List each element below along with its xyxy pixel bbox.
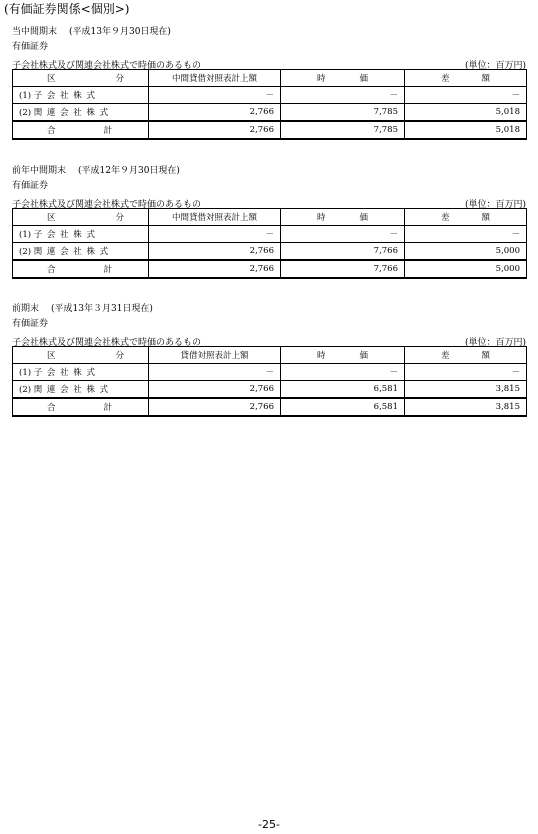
- total-difference: 3,815: [405, 398, 527, 416]
- total-row: [13, 121, 527, 139]
- header-difference: 差 額: [405, 347, 527, 364]
- book-value-cell: 2,766: [149, 381, 281, 399]
- difference-cell: 5,018: [405, 104, 527, 122]
- book-value-cell: －: [149, 364, 281, 381]
- total-fair-value: 7,766: [281, 260, 405, 278]
- table-row: [13, 87, 527, 104]
- section-subtitle: 有価証券: [12, 42, 49, 52]
- fair-value-cell: 6,581: [281, 381, 405, 399]
- header-fair-value: 時 価: [281, 70, 405, 87]
- period-heading: [12, 301, 153, 314]
- header-fair-value: 時 価: [281, 209, 405, 226]
- book-value-cell: 2,766: [149, 104, 281, 122]
- period-label: 前期末: [12, 304, 40, 314]
- book-value-cell: －: [149, 87, 281, 104]
- total-fair-value: 6,581: [281, 398, 405, 416]
- page-number: -25-: [258, 818, 280, 831]
- total-difference: 5,000: [405, 260, 527, 278]
- total-fair-value: 7,785: [281, 121, 405, 139]
- period-label: 前年中間期末: [12, 166, 67, 176]
- row-label: (1) 子会社株式: [13, 226, 149, 243]
- header-book-value: 中間貸借対照表計上額: [149, 70, 281, 87]
- book-value-cell: －: [149, 226, 281, 243]
- securities-table: [12, 346, 527, 417]
- book-value-cell: 2,766: [149, 243, 281, 261]
- table-header-row: [13, 347, 527, 364]
- period-heading: [12, 24, 171, 37]
- total-label: 合 計: [13, 398, 149, 416]
- row-label: (1) 子会社株式: [13, 364, 149, 381]
- securities-table: [12, 208, 527, 279]
- row-label: (1) 子会社株式: [13, 87, 149, 104]
- table-row: [13, 364, 527, 381]
- total-row: [13, 398, 527, 416]
- section-subtitle: 有価証券: [12, 181, 49, 191]
- table-caption: 子会社株式及び関連会社株式で時価のあるもの: [12, 338, 202, 348]
- period-heading: [12, 163, 180, 176]
- total-label: 合 計: [13, 121, 149, 139]
- header-difference: 差 額: [405, 209, 527, 226]
- document-title: (有価証券関係<個別>): [4, 2, 130, 16]
- table-row: [13, 381, 527, 399]
- securities-table: [12, 69, 527, 140]
- difference-cell: －: [405, 364, 527, 381]
- table-row: [13, 226, 527, 243]
- header-category: 区 分: [13, 209, 149, 226]
- header-fair-value: 時 価: [281, 347, 405, 364]
- total-difference: 5,018: [405, 121, 527, 139]
- fair-value-cell: －: [281, 364, 405, 381]
- difference-cell: 3,815: [405, 381, 527, 399]
- total-book-value: 2,766: [149, 260, 281, 278]
- table-row: [13, 104, 527, 122]
- fair-value-cell: 7,785: [281, 104, 405, 122]
- header-category: 区 分: [13, 70, 149, 87]
- difference-cell: 5,000: [405, 243, 527, 261]
- header-category: 区 分: [13, 347, 149, 364]
- period-date: (平成13年９月30日現在): [69, 27, 171, 37]
- difference-cell: －: [405, 226, 527, 243]
- table-row: [13, 243, 527, 261]
- row-label: (2) 関連会社株式: [13, 381, 149, 399]
- total-label: 合 計: [13, 260, 149, 278]
- unit-label: (単位：百万円): [464, 338, 526, 348]
- table-header-row: [13, 70, 527, 87]
- fair-value-cell: －: [281, 226, 405, 243]
- total-book-value: 2,766: [149, 121, 281, 139]
- unit-label: (単位：百万円): [464, 61, 526, 71]
- period-date: (平成13年３月31日現在): [51, 304, 153, 314]
- table-header-row: [13, 209, 527, 226]
- row-label: (2) 関連会社株式: [13, 104, 149, 122]
- total-book-value: 2,766: [149, 398, 281, 416]
- table-caption: 子会社株式及び関連会社株式で時価のあるもの: [12, 200, 202, 210]
- total-row: [13, 260, 527, 278]
- unit-label: (単位：百万円): [464, 200, 526, 210]
- header-book-value: 貸借対照表計上額: [149, 347, 281, 364]
- fair-value-cell: －: [281, 87, 405, 104]
- fair-value-cell: 7,766: [281, 243, 405, 261]
- period-date: (平成12年９月30日現在): [78, 166, 180, 176]
- row-label: (2) 関連会社株式: [13, 243, 149, 261]
- header-book-value: 中間貸借対照表計上額: [149, 209, 281, 226]
- table-caption: 子会社株式及び関連会社株式で時価のあるもの: [12, 61, 202, 71]
- period-label: 当中間期末: [12, 27, 58, 37]
- difference-cell: －: [405, 87, 527, 104]
- section-subtitle: 有価証券: [12, 319, 49, 329]
- header-difference: 差 額: [405, 70, 527, 87]
